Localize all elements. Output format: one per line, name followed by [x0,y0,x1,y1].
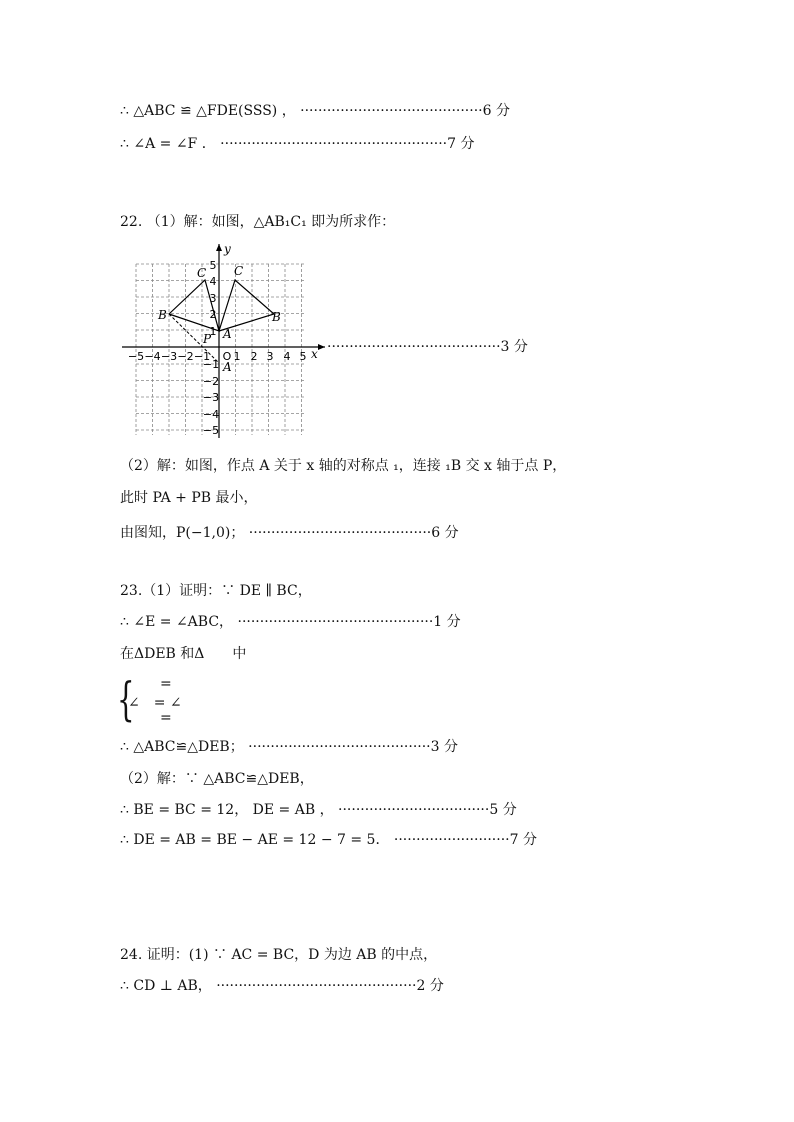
y-tick-label: 5 [209,259,217,272]
x-tick-label: −3 [160,350,178,363]
y-tick-label: −3 [202,391,220,404]
x-axis-arrow-icon [318,344,325,350]
q24-heading: 24. 证明：(1) ∵ AC = BC，D 为边 AB 的中点， [120,947,438,963]
coordinate-grid-svg [120,240,330,440]
q23-line3: 在ΔDEB 和Δ 中 [120,646,247,662]
point-label-a1: A [223,360,232,374]
coordinate-grid-figure [120,240,330,440]
x-tick-label: 2 [250,350,258,363]
point-label-b1: B [272,310,281,324]
x-tick-label: −2 [177,350,194,363]
x-tick-label: 5 [299,350,307,363]
system-row-3: = [160,710,172,726]
q24-line2: ∴ CD ⊥ AB， ·············································2 分 [120,978,444,994]
point-label-b: B [158,308,167,322]
q22-heading: 22. （1）解：如图，△AB₁C₁ 即为所求作： [120,214,396,230]
y-tick-label: −5 [202,424,220,437]
q23-line5: （2）解：∵ △ABC≌△DEB， [120,771,314,787]
q23-line2: ∴ ∠E = ∠ABC， ············································1 分 [120,614,461,630]
point-label-c1: C [234,264,244,278]
q23-line4: ∴ △ABC≌△DEB； ·········································3 分 [120,739,458,755]
axis-label-y: y [224,242,231,256]
y-tick-label: 3 [209,292,217,305]
q22-part2-line3: 由图知，P(−1,0)； ·········································6 分 [120,525,459,541]
y-tick-label: 4 [209,275,217,288]
x-tick-label: 4 [283,350,291,363]
x-tick-label: −4 [144,350,161,363]
q22-part2-line1: （2）解：如图，作点 A 关于 x 轴的对称点 ₁，连接 ₁B 交 x 轴于点 P， [120,458,567,474]
q22-score-3: ·······································3 分 [327,339,528,355]
axis-label-x: x [311,347,318,361]
y-tick-label: 2 [209,308,217,321]
q23-heading: 23.（1）证明：∵ DE ∥ BC， [120,583,312,599]
system-row-1: = [160,676,172,692]
x-tick-label: −5 [127,350,145,363]
triangle-ab1c1 [219,280,274,331]
x-tick-label: 1 [233,350,241,363]
proof-line-congruent: ∴ △ABC ≌ △FDE(SSS) ， ·········································6 分 [120,103,510,119]
point-label-a: A [223,327,232,341]
y-tick-label: −2 [202,375,220,388]
y-tick-label: −4 [202,408,220,421]
x-tick-label: 3 [266,350,274,363]
x-tick-label: −1 [193,350,211,363]
proof-line-angle: ∴ ∠A = ∠F ． ···················································7 分 [120,136,475,152]
point-label-c: C [197,266,207,280]
system-row-2: ∠ = ∠ [128,695,182,711]
q22-part2-line2: 此时 PA + PB 最小， [120,490,258,506]
y-tick-label: −1 [202,358,220,371]
equation-system-brace: { [117,672,135,726]
y-axis-arrow-icon [216,244,222,251]
q23-line6: ∴ BE = BC = 12， DE = AB ， ··································5 分 [120,802,517,818]
q23-line7: ∴ DE = AB = BE − AE = 12 − 7 = 5． ··························7 分 [120,832,537,848]
point-label-p: P [203,332,212,346]
origin-label: O [222,350,232,363]
y-tick-label: 1 [209,325,217,338]
